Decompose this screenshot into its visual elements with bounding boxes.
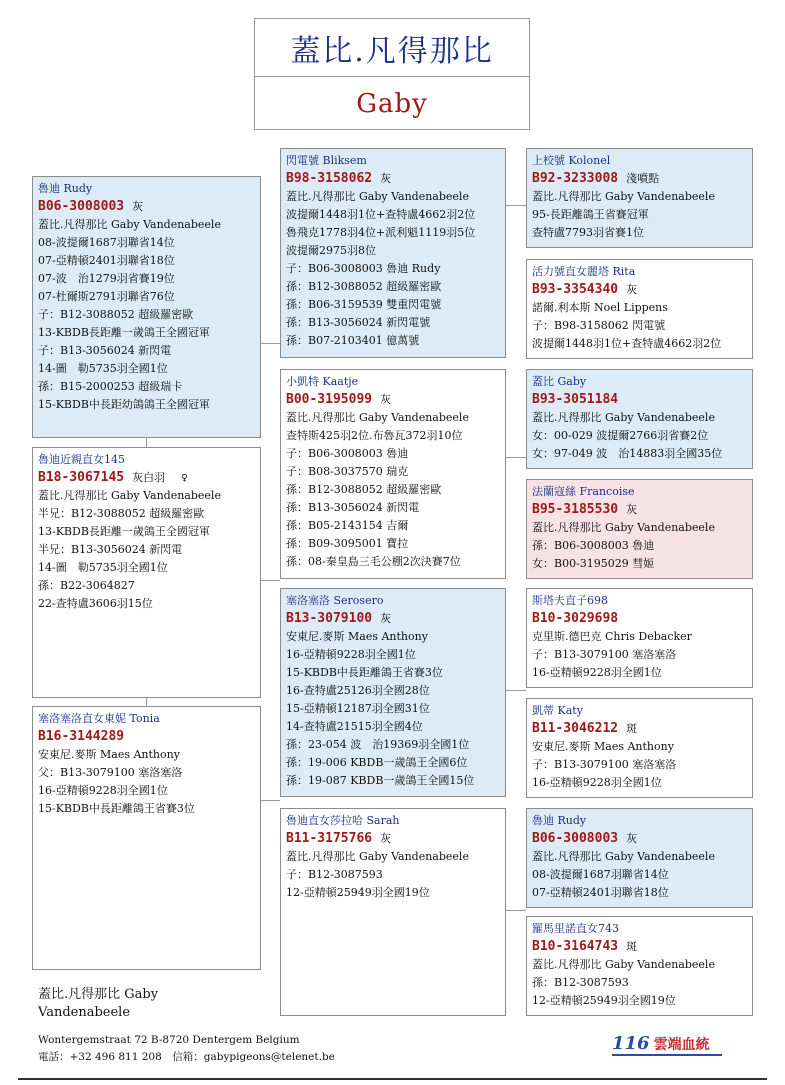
card-line: 孫：B06-3159539 雙重閃電號 [286, 298, 442, 311]
card-line: 查特盧7793羽省賽1位 [532, 226, 644, 239]
card-line: 孫：B12-3087593 [532, 976, 629, 989]
ring-number: B18-3067145 灰白羽 ♀ [38, 470, 188, 485]
pedigree-card-ggp8 [526, 916, 753, 1016]
pedigree-card-dam [32, 447, 261, 698]
card-line: 15-KBDB中長距離鴿王省賽3位 [286, 666, 443, 679]
card-line: 08-波提爾1687羽聯省14位 [38, 236, 175, 249]
card-line: 子：B08-3037570 瑞克 [286, 465, 409, 478]
card-line: 查特斯425羽2位.布魯瓦372羽10位 [286, 429, 463, 442]
connector [505, 690, 526, 691]
card-line: 諾爾.利本斯 Noel Lippens [532, 301, 668, 314]
sex-symbol: ♀ [181, 471, 188, 484]
card-line: 07-亞精頓2401羽聯省18位 [38, 254, 175, 267]
card-line: 孫：B09-3095001 寶拉 [286, 537, 409, 550]
card-line: 子：B98-3158062 閃電號 [532, 319, 666, 332]
feather-color: 灰 [626, 283, 638, 296]
card-name: 魯迪 Rudy [532, 814, 587, 827]
card-line: 12-亞精頓25949羽全國19位 [532, 994, 676, 1007]
pedigree-card-gp2 [280, 369, 506, 579]
card-line: 蓋比.凡得那比 Gaby Vandenabeele [532, 521, 715, 534]
card-line: 蓋比.凡得那比 Gaby Vandenabeele [532, 411, 715, 424]
card-line: 孫：23-054 波 治19369羽全國1位 [286, 738, 470, 751]
card-line: 22-查特盧3606羽15位 [38, 597, 153, 610]
card-line: 15-KBDB中長距幼鴿鴿王全國冠軍 [38, 398, 210, 411]
ring-number: B11-3175766 灰 [286, 831, 392, 846]
feather-color: 灰白羽 [132, 471, 166, 484]
card-line: 子：B12-3087593 [286, 868, 383, 881]
card-line: 07-波 治1279羽省賽19位 [38, 272, 175, 285]
card-line: 蓋比.凡得那比 Gaby Vandenabeele [38, 218, 221, 231]
pigeon-name-chinese: 蓋比.凡得那比 [255, 19, 529, 77]
brand-logo [612, 1033, 710, 1054]
pedigree-card-dam-dam [32, 706, 261, 970]
feather-color: 灰 [626, 503, 638, 516]
card-line: 女：B00-3195029 彗姬 [532, 557, 655, 570]
breeder-address: Wontergemstraat 72 B-8720 Dentergem Belgium [38, 1034, 300, 1046]
card-name: 蓋比 Gaby [532, 375, 587, 388]
pigeon-name-english: Gaby [356, 89, 428, 119]
connector [146, 698, 147, 706]
logo-number: 116 [612, 1033, 650, 1054]
card-line: 女：97-049 波 治14883羽全國35位 [532, 447, 723, 460]
card-line: 子：B13-3056024 新閃電 [38, 344, 172, 357]
pedigree-card-ggp6 [526, 698, 753, 798]
card-line: 95-長距離鴿王省賽冠軍 [532, 208, 649, 221]
feather-color: 灰 [132, 200, 144, 213]
card-line: 16-亞精頓9228羽全國1位 [532, 666, 662, 679]
feather-color: 灰 [380, 172, 392, 185]
card-line: 孫：B12-3088052 超級羅密歐 [286, 280, 442, 293]
card-name: 羅馬里諾直女743 [532, 922, 619, 935]
card-line: 蓋比.凡得那比 Gaby Vandenabeele [286, 411, 469, 424]
card-name: 斯塔夫直子698 [532, 594, 608, 607]
card-line: 13-KBDB長距離一歲鴿王全國冠軍 [38, 525, 210, 538]
card-line: 孫：B05-2143154 吉爾 [286, 519, 409, 532]
card-line: 07-亞精頓2401羽聯省18位 [532, 886, 669, 899]
feather-color: 灰 [380, 612, 392, 625]
card-line: 14-圖 勒5735羽全國1位 [38, 561, 168, 574]
card-name: 塞洛塞洛直女東妮 Tonia [38, 712, 160, 725]
card-line: 12-亞精頓25949羽全國19位 [286, 886, 430, 899]
pedigree-card-gp3 [280, 588, 506, 797]
ring-number: B98-3158062 灰 [286, 171, 392, 186]
feather-color: 灰 [380, 393, 392, 406]
card-line: 16-亞精頓9228羽全國1位 [38, 784, 168, 797]
connector [505, 910, 526, 911]
card-name: 活力號直女麗塔 Rita [532, 265, 636, 278]
card-line: 孫：08-秦皇島三毛公棚2次決賽7位 [286, 555, 461, 568]
connector [505, 205, 526, 206]
pedigree-card-ggp2 [526, 259, 753, 359]
ring-number: B92-3233008 淺噴點 [532, 171, 660, 186]
card-line: 蓋比.凡得那比 Gaby Vandenabeele [532, 190, 715, 203]
card-line: 孫：B13-3056024 新閃電 [286, 501, 420, 514]
card-name: 凱蒂 Katy [532, 704, 583, 717]
card-line: 半兄：B13-3056024 新閃電 [38, 543, 183, 556]
card-line: 孫：B15-2000253 超級瑞卡 [38, 380, 183, 393]
ring-number: B93-3354340 灰 [532, 282, 638, 297]
card-line: 安東尼.麥斯 Maes Anthony [38, 748, 180, 761]
card-line: 16-亞精頓9228羽全國1位 [532, 776, 662, 789]
connector [505, 457, 526, 458]
logo-underline [612, 1054, 722, 1056]
card-line: 子：B06-3008003 魯迪 Rudy [286, 262, 441, 275]
card-line: 13-KBDB長距離一歲鴿王全國冠軍 [38, 326, 210, 339]
ring-number: B06-3008003 灰 [532, 831, 638, 846]
card-line: 07-杜爾斯2791羽聯省76位 [38, 290, 175, 303]
card-line: 孫：B13-3056024 新閃電號 [286, 316, 431, 329]
card-line: 孫：B06-3008003 魯迪 [532, 539, 655, 552]
feather-color: 淺噴點 [626, 172, 660, 185]
card-line: 孫：B22-3064827 [38, 579, 135, 592]
ring-number: B10-3164743 斑 [532, 939, 638, 954]
breeder-name: 蓋比.凡得那比 Gaby Vandenabeele [38, 987, 159, 1020]
card-name: 塞洛塞洛 Serosero [286, 594, 384, 607]
card-line: 波提爾1448羽1位+查特盧4662羽2位 [286, 208, 476, 221]
card-line: 蓋比.凡得那比 Gaby Vandenabeele [286, 850, 469, 863]
ring-number: B11-3046212 斑 [532, 721, 638, 736]
card-line: 孫：19-087 KBDB一歲鴿王全國15位 [286, 774, 475, 787]
pedigree-card-gp4 [280, 808, 506, 1016]
card-line: 波提爾2975羽8位 [286, 244, 376, 257]
pedigree-card-ggp4 [526, 479, 753, 579]
card-line: 14-查特盧21515羽全國4位 [286, 720, 423, 733]
feather-color: 灰 [626, 832, 638, 845]
card-line: 15-亞精頓12187羽全國31位 [286, 702, 430, 715]
ring-number: B10-3029698 [532, 611, 619, 626]
card-line: 16-亞精頓9228羽全國1位 [286, 648, 416, 661]
card-line: 克里斯.德巴克 Chris Debacker [532, 630, 692, 643]
feather-color: 斑 [626, 940, 638, 953]
pedigree-card-ggp1 [526, 148, 753, 248]
pedigree-title-box [254, 18, 530, 130]
pedigree-card-ggp3 [526, 369, 753, 469]
card-name: 小凱特 Kaatje [286, 375, 359, 388]
ring-number: B93-3051184 [532, 392, 619, 407]
card-line: 孫：19-006 KBDB一歲鴿王全國6位 [286, 756, 468, 769]
pedigree-card-sire [32, 176, 261, 438]
connector [260, 800, 280, 801]
card-name: 法蘭寇絲 Francoise [532, 485, 635, 498]
feather-color: 斑 [626, 722, 638, 735]
pedigree-card-ggp5 [526, 588, 753, 688]
card-line: 波提爾1448羽1位+查特盧4662羽2位 [532, 337, 722, 350]
ring-number: B06-3008003 灰 [38, 199, 144, 214]
card-line: 蓋比.凡得那比 Gaby Vandenabeele [532, 958, 715, 971]
card-name: 上校號 Kolonel [532, 154, 611, 167]
card-line: 女：00-029 波提爾2766羽省賽2位 [532, 429, 709, 442]
card-line: 15-KBDB中長距離鴿王省賽3位 [38, 802, 195, 815]
card-line: 蓋比.凡得那比 Gaby Vandenabeele [38, 489, 221, 502]
card-line: 08-波提爾1687羽聯省14位 [532, 868, 669, 881]
card-line: 蓋比.凡得那比 Gaby Vandenabeele [286, 190, 469, 203]
card-line: 魯飛克1778羽4位+派利魁1119羽5位 [286, 226, 476, 239]
feather-color: 灰 [380, 832, 392, 845]
card-line: 父：B13-3079100 塞洛塞洛 [38, 766, 183, 779]
pedigree-card-gp1 [280, 148, 506, 358]
card-line: 子：B13-3079100 塞洛塞洛 [532, 758, 677, 771]
card-name: 閃電號 Bliksem [286, 154, 367, 167]
breeder-phone-email: 電話：+32 496 811 208 信箱：gabypigeons@telenet.be [38, 1051, 335, 1063]
card-line: 孫：B07-2103401 億萬號 [286, 334, 420, 347]
card-name: 魯迪 Rudy [38, 182, 93, 195]
card-line: 14-圖 勒5735羽全國1位 [38, 362, 168, 375]
card-line: 孫：B12-3088052 超級羅密歐 [286, 483, 442, 496]
ring-number: B95-3185530 灰 [532, 502, 638, 517]
connector [146, 437, 147, 447]
breeder-contact [38, 1032, 335, 1066]
card-line: 子：B12-3088052 超級羅密歐 [38, 308, 194, 321]
card-line: 安東尼.麥斯 Maes Anthony [286, 630, 428, 643]
ring-number: B00-3195099 灰 [286, 392, 392, 407]
card-line: 子：B13-3079100 塞洛塞洛 [532, 648, 677, 661]
ring-number: B13-3079100 灰 [286, 611, 392, 626]
connector [260, 343, 280, 344]
card-line: 蓋比.凡得那比 Gaby Vandenabeele [532, 850, 715, 863]
card-line: 安東尼.麥斯 Maes Anthony [532, 740, 674, 753]
bottom-divider [18, 1078, 767, 1080]
card-line: 子：B06-3008003 魯迪 [286, 447, 409, 460]
card-name: 魯迪近親直女145 [38, 453, 125, 466]
card-name: 魯迪直女莎拉哈 Sarah [286, 814, 400, 827]
pedigree-card-ggp7 [526, 808, 753, 908]
card-line: 16-查特盧25126羽全國28位 [286, 684, 430, 697]
ring-number: B16-3144289 [38, 729, 125, 744]
connector [260, 580, 280, 581]
card-line: 半兄：B12-3088052 超級羅密歐 [38, 507, 205, 520]
logo-text: 雲端血統 [653, 1037, 710, 1053]
